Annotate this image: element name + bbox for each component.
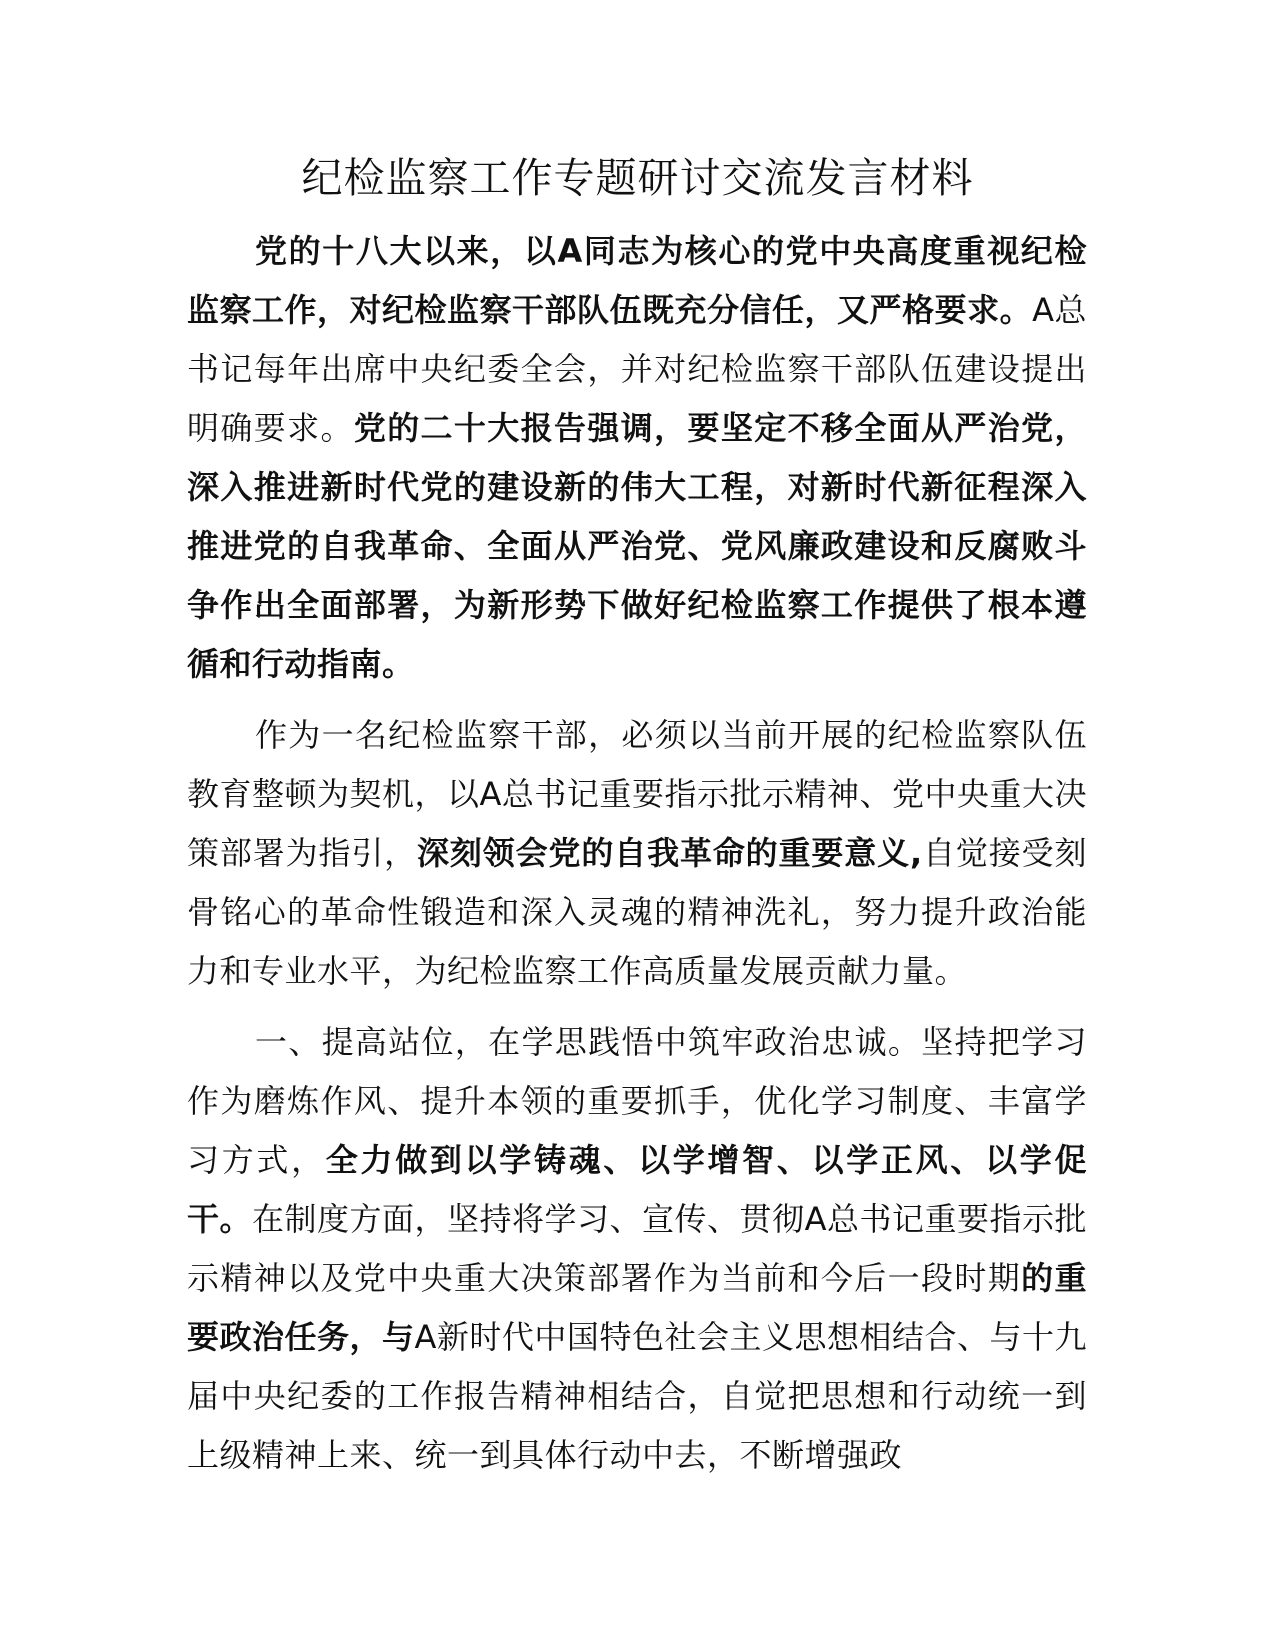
- text-segment: 党的二十大报告强调，要坚定不移全面从严治党，深入推进新时代党的建设新的伟大工程，: [187, 409, 1087, 506]
- text-segment: 的重要政治任务，与: [187, 1259, 1087, 1356]
- text-segment: 作为一名纪检监察干部，必须以当前开展的纪检监察队伍教育整顿为契机，以A总书记重要指示批示精神、党中央重大决策部署为指引，: [187, 716, 1087, 872]
- text-segment: 深刻领会党的自我革命的重要意义,: [417, 834, 923, 872]
- text-segment: 在制度方面，坚持将学习、宣传、贯彻A总书记重要指示批示精神以及党中央重大决策部署作为当前和今后一段时期: [187, 1200, 1087, 1297]
- text-segment: 一、提高站位，在学思践悟中筑牢政治忠诚。坚持把学习作为磨炼作风、提升本领的重要抓手，优化学习制度、丰富学习方式，: [187, 1023, 1087, 1179]
- text-segment: 对新时代新征程深入推进党的自我革命、全面从严治党、党风廉政建设和反腐败斗争作出全面部署，为新形势下做好纪检监察工作提供了根本遵循和行动指南。: [187, 468, 1087, 683]
- text-segment: 全力做到以学铸魂、以学增智、以学正风、以学促干。: [187, 1141, 1087, 1238]
- text-segment: 党的十八大以来，以A同志为核心的党中央高度重视纪检监察工作，对纪检监察干部队伍既充分信任，又严格要求。: [187, 232, 1087, 329]
- text-segment: A总书记每年出席中央纪委全会，并对纪检监察干部队伍建设提出明确要求。: [187, 291, 1087, 447]
- paragraph-1: [187, 222, 1087, 694]
- paragraph-2: [187, 706, 1087, 1001]
- paragraph-3: [187, 1013, 1087, 1485]
- document-body: [187, 222, 1087, 1497]
- text-segment: 自觉接受刻骨铭心的革命性锻造和深入灵魂的精神洗礼，努力提升政治能力和专业水平，为纪检监察工作高质量发展贡献力量。: [187, 834, 1087, 990]
- document-title: 纪检监察工作专题研讨交流发言材料: [301, 154, 974, 202]
- text-segment: A新时代中国特色社会主义思想相结合、与十九届中央纪委的工作报告精神相结合，自觉把思想和行动统一到上级精神上来、统一到具体行动中去，不断增强政: [187, 1318, 1087, 1474]
